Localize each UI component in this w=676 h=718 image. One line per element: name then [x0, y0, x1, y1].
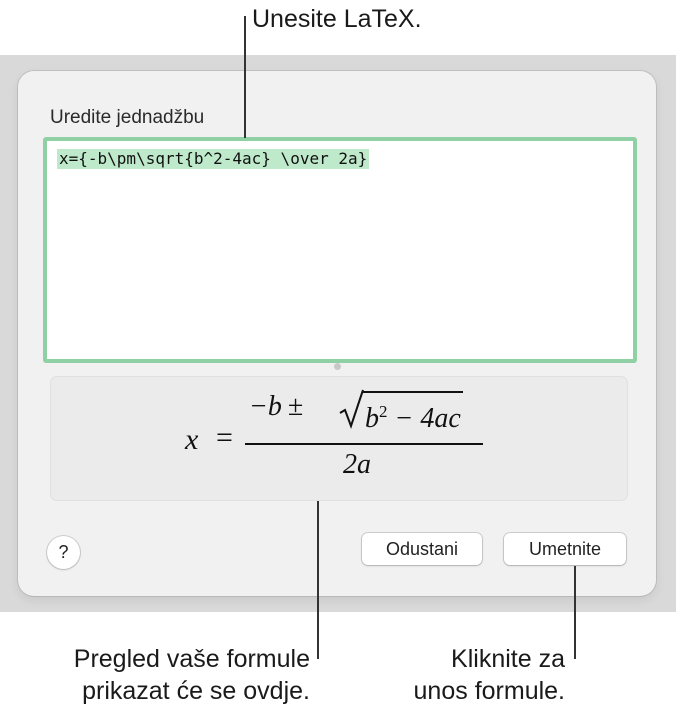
radicand-base: b [365, 403, 379, 434]
preview-callout-line2: prikazat će se ovdje. [82, 677, 310, 705]
latex-callout [252, 3, 422, 35]
radicand-rest: − 4ac [387, 403, 461, 434]
rendered-formula [185, 391, 505, 487]
insert-button[interactable]: Umetnite [504, 533, 626, 565]
insert-callout [414, 643, 565, 707]
help-button[interactable]: ? [47, 536, 80, 569]
latex-callout-text: Unesite LaTeX. [252, 5, 422, 33]
cancel-button[interactable]: Odustani [362, 533, 482, 565]
preview-callout [74, 643, 310, 707]
latex-input-text[interactable]: x={-b\pm\sqrt{b^2-4ac} \over 2a} [59, 149, 368, 168]
formula-denominator [343, 449, 371, 481]
radicand-exponent: 2 [379, 402, 388, 421]
latex-editor[interactable] [43, 137, 637, 363]
preview-callout-line1: Pregled vaše formule [73, 645, 310, 673]
resize-handle[interactable] [334, 363, 341, 370]
formula-minus-b: −b [249, 391, 282, 422]
denominator-text: 2a [343, 449, 371, 480]
insert-callout-line1: Kliknite za [451, 645, 565, 673]
formula-numerator [249, 391, 309, 423]
formula-radicand [363, 391, 463, 438]
square-root-icon [339, 389, 365, 429]
insert-callout-line [574, 566, 576, 659]
dialog-title: Uredite jednadžbu [50, 107, 205, 128]
formula-equals: = [216, 421, 233, 454]
insert-callout-line2: unos formule. [413, 677, 565, 705]
formula-preview [50, 376, 628, 501]
formula-lhs: x [185, 423, 199, 456]
latex-callout-line [244, 16, 246, 138]
formula-plus-minus: ± [287, 391, 304, 422]
equation-dialog [18, 71, 656, 596]
preview-callout-line [317, 501, 319, 659]
fraction-bar [245, 443, 483, 445]
